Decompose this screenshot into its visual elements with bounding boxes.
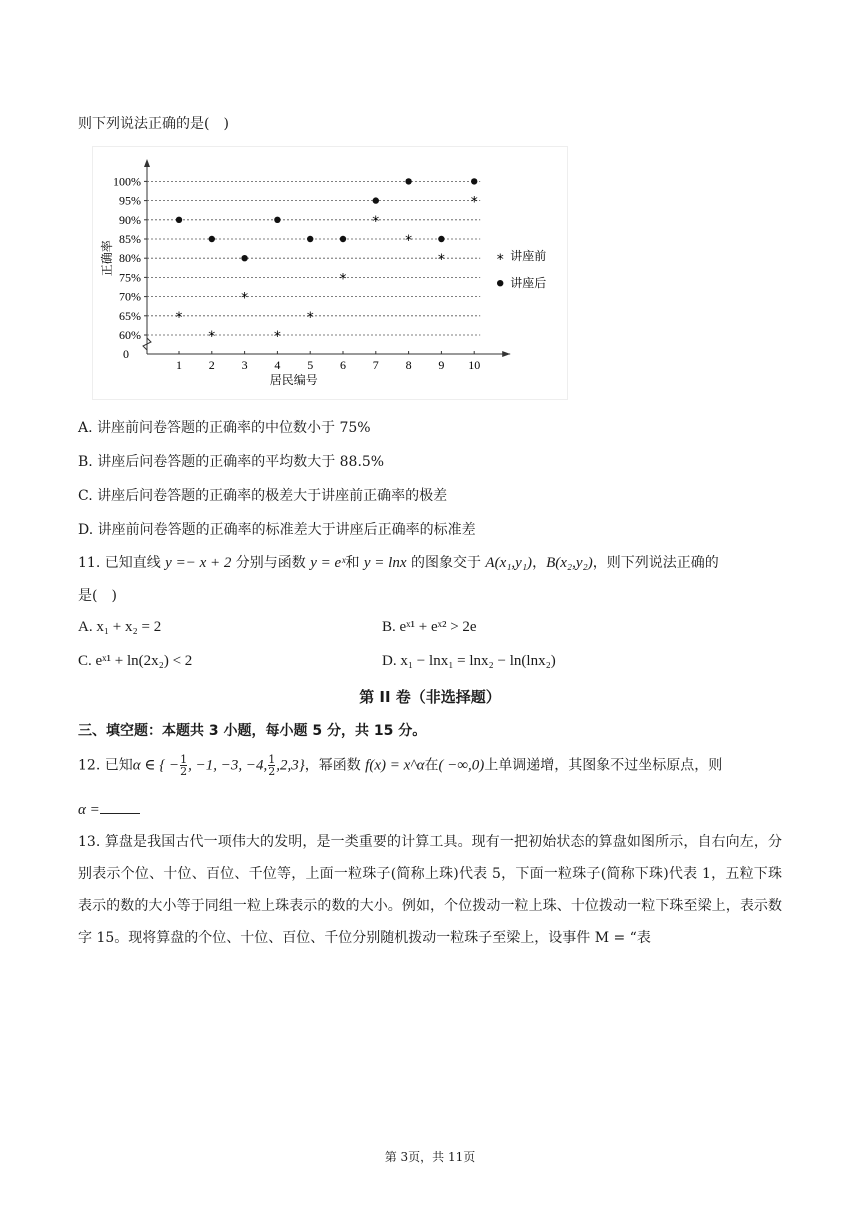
section-heading: 三、填空题：本题共 3 小题，每小题 5 分，共 15 分。	[78, 723, 427, 739]
point-after	[340, 236, 346, 242]
x-tick-label: 5	[307, 358, 314, 372]
y-axis-label: 正确率	[100, 240, 114, 277]
q13-stem: 13. 算盘是我国古代一项伟大的发明，是一类重要的计算工具。现有一把初始状态的算盘如图所示，自右向左，分别表示个位、十位、百位、千位等，上面一粒珠子(简称上珠)代表 5，下面一粒珠子(简称下珠)代表 1，五粒下珠表示的数的大小等于同组一粒上珠表示的数的大小。例如，个位拨动一粒上珠、十位拨动一粒下珠至梁上，表示数字 15。现将算盘的个位、十位、百位、千位分别随机拨动一粒珠子至梁上，设事件 M = “表	[78, 834, 782, 946]
q11-option-d: D. x₁ − lnx₁ = lnx₂ − ln(lnx₂)	[382, 653, 556, 669]
legend-label-after: 讲座后	[510, 276, 547, 291]
x-tick-label: 10	[468, 358, 481, 372]
scatter-chart	[92, 146, 568, 400]
point-after	[438, 236, 444, 242]
x-tick-label: 6	[340, 358, 346, 372]
point-before: *	[437, 252, 445, 269]
q11-option-a: A. x₁ + x₂ = 2	[78, 619, 162, 635]
y-tick-label: 65%	[119, 308, 141, 323]
point-before: *	[273, 329, 281, 345]
legend-marker-after	[497, 280, 503, 286]
page-footer: 第 3页，共 11页	[384, 1150, 476, 1164]
x-tick-label: 9	[438, 358, 445, 372]
q11-stem-line2: 是( )	[78, 588, 117, 604]
q11-stem: 11. 已知直线 y =− x + 2 分别与函数 y = eˣ和 y = lnx 的图象交于 A(x₁,y₁)，B(x₂,y₂)，则下列说法正确的	[78, 555, 719, 571]
q10-option-d: D. 讲座前问卷答题的正确率的标准差大于讲座后正确率的标准差	[78, 522, 476, 538]
point-before: *	[405, 233, 413, 249]
q11-option-c: C. eˣ¹ + ln(2x₂) < 2	[78, 653, 193, 669]
answer-blank[interactable]	[100, 799, 140, 814]
question-intro: 则下列说法正确的是( )	[78, 116, 229, 132]
point-after	[241, 255, 247, 261]
section-title: 第 II 卷（非选择题）	[359, 688, 501, 706]
y-tick-label: 95%	[119, 193, 141, 208]
y-tick-label: 0	[123, 347, 129, 361]
y-axis-arrow	[144, 159, 150, 167]
x-tick-label: 8	[405, 358, 412, 372]
point-after	[274, 217, 280, 223]
y-tick-label: 70%	[119, 289, 141, 304]
q12-answer-line: α =	[78, 799, 140, 819]
y-tick-label: 90%	[119, 212, 141, 227]
y-tick-label: 75%	[119, 270, 141, 285]
legend-label-before: 讲座前	[510, 249, 547, 264]
y-tick-label: 100%	[113, 174, 141, 189]
q11-option-b: B. eˣ¹ + eˣ² > 2e	[382, 619, 477, 635]
point-before: *	[241, 290, 249, 307]
point-after	[405, 178, 411, 184]
legend-marker-before: *	[496, 252, 504, 269]
q10-option-c: C. 讲座后问卷答题的正确率的极差大于讲座前正确率的极差	[78, 488, 448, 504]
fraction-half: $\frac{1}{2}$	[180, 753, 188, 778]
point-after	[176, 217, 182, 223]
point-after	[471, 178, 477, 184]
y-tick-label: 85%	[119, 232, 141, 246]
x-tick-label: 2	[208, 358, 215, 372]
point-before: *	[208, 329, 216, 345]
q10-option-a: A. 讲座前问卷答题的正确率的中位数小于 75%	[78, 420, 371, 436]
x-tick-label: 7	[372, 358, 379, 372]
x-tick-label: 1	[176, 358, 182, 372]
point-after	[373, 197, 379, 203]
fraction-half: $\frac{1}{2}$	[268, 753, 276, 778]
point-before: *	[372, 213, 380, 230]
point-after	[307, 236, 313, 242]
point-before: *	[175, 309, 183, 326]
x-axis-arrow	[502, 351, 510, 357]
point-before: *	[470, 194, 478, 211]
y-tick-label: 80%	[119, 251, 141, 266]
point-after	[209, 236, 215, 242]
point-before: *	[306, 309, 314, 326]
point-before: *	[339, 271, 347, 288]
q10-option-b: B. 讲座后问卷答题的正确率的平均数大于 88.5%	[78, 454, 385, 470]
x-axis-label: 居民编号	[269, 373, 318, 387]
q12-stem: 12. 已知α ∈ { − $\frac{1}{2}$ , −1, −3, −4, $\frac{1}{2}$ ,2,3}，幂函数 f(x) = x^α在( −∞,0)上单调递增，其图象不过坐标原点，则	[78, 753, 723, 778]
y-tick-label: 60%	[119, 328, 141, 342]
chart-svg	[93, 147, 567, 399]
x-tick-label: 4	[274, 358, 281, 372]
x-tick-label: 3	[241, 358, 248, 372]
